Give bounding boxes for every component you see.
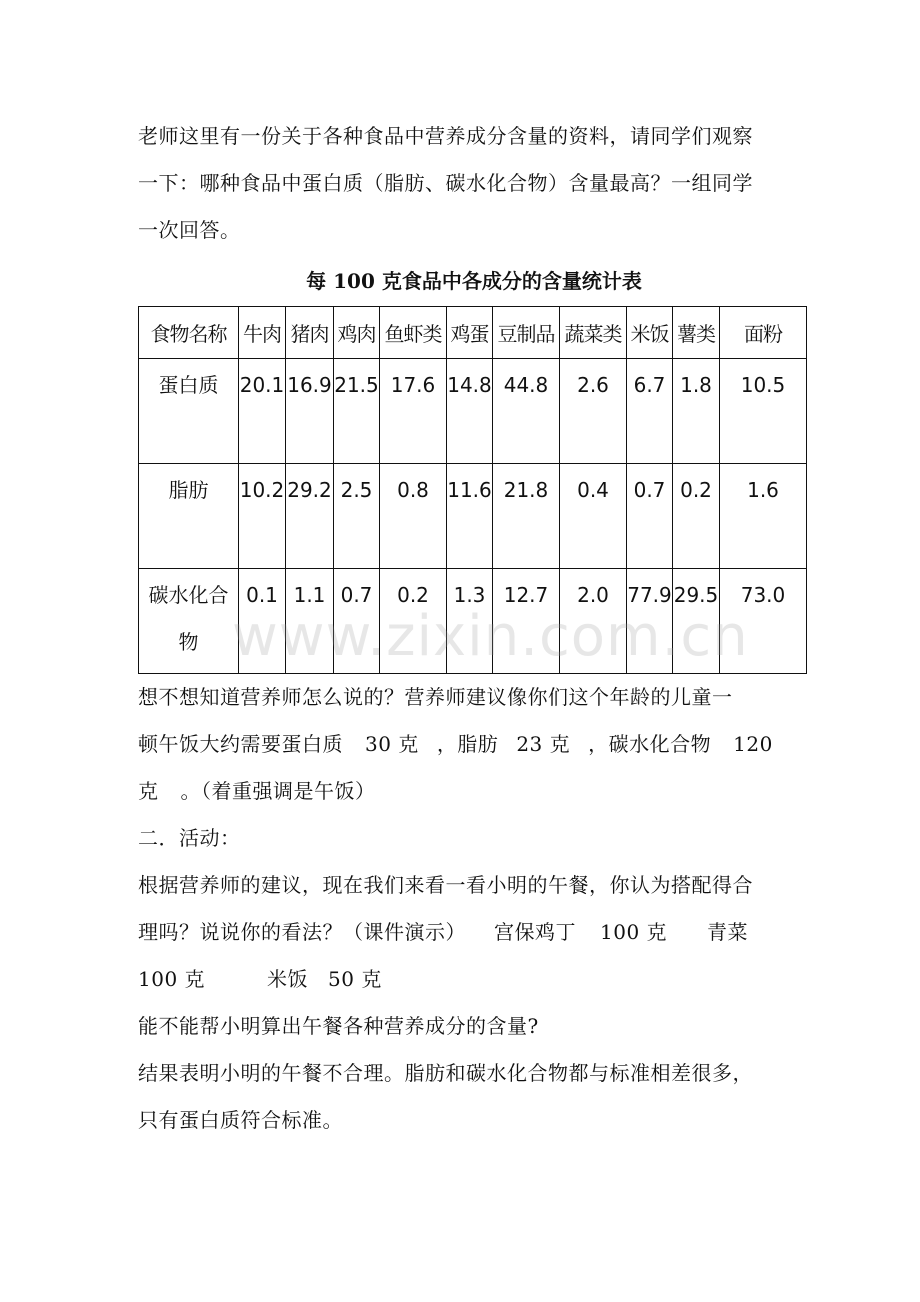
table-cell: 73.0: [720, 569, 807, 674]
header-cell: 鸡蛋: [447, 307, 493, 359]
intro-paragraph: [138, 113, 798, 254]
table-cell: 2.6: [560, 359, 627, 464]
fat-amount: 23 克: [516, 732, 571, 756]
table-header-row: [139, 307, 807, 359]
intro-line: 一次回答。: [138, 218, 241, 242]
table-row: [139, 359, 807, 464]
table-cell: 77.9: [627, 569, 673, 674]
header-cell: 猪肉: [286, 307, 334, 359]
row-label: 碳水化合物: [139, 569, 239, 674]
body-text: [138, 674, 810, 1144]
fat-label: ，脂肪: [436, 732, 499, 756]
result-line: 只有蛋白质符合标准。: [138, 1108, 343, 1132]
header-cell: 面粉: [720, 307, 807, 359]
header-cell: 米饭: [627, 307, 673, 359]
table-cell: 12.7: [493, 569, 560, 674]
table-cell: 10.2: [239, 464, 286, 569]
table-cell: 0.7: [334, 569, 380, 674]
activity-line: [138, 956, 810, 1003]
header-cell: 食物名称: [139, 307, 239, 359]
dish-name: 米饭: [267, 967, 309, 991]
protein-amount: 30 克: [365, 732, 419, 756]
carb-amount: 120: [733, 732, 773, 756]
table-cell: 14.8: [447, 359, 493, 464]
table-cell: 0.8: [380, 464, 447, 569]
table-cell: 6.7: [627, 359, 673, 464]
header-cell: 鸡肉: [334, 307, 380, 359]
table-cell: 2.5: [334, 464, 380, 569]
header-cell: 蔬菜类: [560, 307, 627, 359]
row-label: 脂肪: [139, 464, 239, 569]
dish-amount: 100 克: [600, 920, 668, 944]
table-cell: 17.6: [380, 359, 447, 464]
intro-line: 一下：哪种食品中蛋白质（脂肪、碳水化合物）含量最高？一组同学: [138, 171, 753, 195]
table-cell: 10.5: [720, 359, 807, 464]
table-cell: 0.2: [673, 464, 720, 569]
dish-name: 宫保鸡丁: [494, 920, 576, 944]
table-cell: 29.2: [286, 464, 334, 569]
header-cell: 牛肉: [239, 307, 286, 359]
table-cell: 1.6: [720, 464, 807, 569]
table-cell: 1.1: [286, 569, 334, 674]
table-cell: 29.5: [673, 569, 720, 674]
dish-name: 青菜: [707, 920, 749, 944]
table-cell: 16.9: [286, 359, 334, 464]
table-cell: 0.1: [239, 569, 286, 674]
dish-amount: 100 克: [138, 967, 206, 991]
result-line: 结果表明小明的午餐不合理。脂肪和碳水化合物都与标准相差很多，: [138, 1061, 753, 1085]
nutrition-table: [138, 306, 807, 674]
table-row: [139, 464, 807, 569]
table-cell: 0.4: [560, 464, 627, 569]
advice-line: 想不想知道营养师怎么说的？营养师建议像你们这个年龄的儿童一: [138, 685, 733, 709]
intro-line: 老师这里有一份关于各种食品中营养成分含量的资料，请同学们观察: [138, 124, 753, 148]
watermark: www.zixin.com.cn: [232, 604, 749, 669]
table-cell: 1.3: [447, 569, 493, 674]
table-cell: 11.6: [447, 464, 493, 569]
question-line: 能不能帮小明算出午餐各种营养成分的含量?: [138, 1014, 539, 1038]
advice-note: 。（着重强调是午饭）: [180, 779, 376, 803]
table-cell: 1.8: [673, 359, 720, 464]
table-cell: 0.2: [380, 569, 447, 674]
activity-line: [138, 909, 810, 956]
table-cell: 2.0: [560, 569, 627, 674]
row-label: 蛋白质: [139, 359, 239, 464]
table-cell: 44.8: [493, 359, 560, 464]
dish-amount: 50 克: [328, 967, 382, 991]
activity-line: 根据营养师的建议，现在我们来看一看小明的午餐，你认为搭配得合: [138, 873, 753, 897]
carb-unit: 克: [138, 779, 159, 803]
header-cell: 豆制品: [493, 307, 560, 359]
table-cell: 21.5: [334, 359, 380, 464]
table-cell: 0.7: [627, 464, 673, 569]
table-cell: 20.1: [239, 359, 286, 464]
activity-text: 理吗？说说你的看法？（课件演示）: [138, 920, 466, 944]
advice-text: 顿午饭大约需要蛋白质: [138, 732, 343, 756]
advice-line: [138, 721, 810, 768]
table-cell: 21.8: [493, 464, 560, 569]
section-heading: 二．活动：: [138, 826, 241, 850]
advice-line: [138, 768, 810, 815]
header-cell: 鱼虾类: [380, 307, 447, 359]
table-title: 每 100 克食品中各成分的含量统计表: [306, 269, 642, 293]
header-cell: 薯类: [673, 307, 720, 359]
carb-label: ，碳水化合物: [588, 732, 712, 756]
table-row: [139, 569, 807, 674]
